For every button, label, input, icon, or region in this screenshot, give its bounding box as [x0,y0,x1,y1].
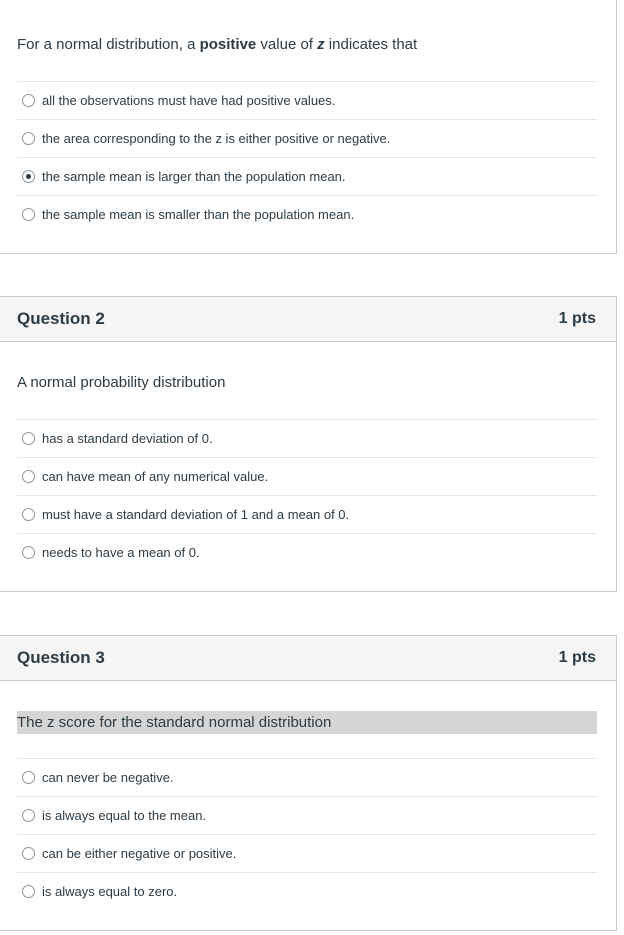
question-3-answers [17,758,597,910]
answer-option[interactable] [17,457,597,495]
answer-label: is always equal to the mean. [42,808,207,823]
answer-label: the sample mean is smaller than the population mean. [42,207,355,222]
answer-option[interactable] [17,81,597,119]
radio-button[interactable] [22,847,35,860]
question-3-card [0,635,617,931]
radio-button[interactable] [22,546,35,559]
question-3-header [0,636,616,681]
answer-label: the area corresponding to the z is either positive or negative. [42,131,391,146]
answer-option[interactable] [17,796,597,834]
answer-option[interactable] [17,419,597,457]
radio-button[interactable] [22,809,35,822]
question-points: 1 pts [558,649,596,666]
radio-button-selected[interactable] [22,170,35,183]
radio-button[interactable] [22,470,35,483]
answer-label: has a standard deviation of 0. [42,431,213,446]
question-1-prompt: For a normal distribution, a positive value of z indicates that [17,36,418,53]
answer-option[interactable] [17,834,597,872]
answer-option[interactable] [17,758,597,796]
answer-option-selected[interactable] [17,157,597,195]
answer-label: all the observations must have had positive values. [42,93,336,108]
answer-label: needs to have a mean of 0. [42,545,200,560]
answer-option[interactable] [17,195,597,233]
answer-option[interactable] [17,119,597,157]
radio-button[interactable] [22,208,35,221]
question-2-answers [17,419,597,571]
answer-option[interactable] [17,495,597,533]
answer-label: can have mean of any numerical value. [42,469,269,484]
radio-button[interactable] [22,432,35,445]
question-2-card [0,296,617,592]
radio-button[interactable] [22,771,35,784]
question-1-answers [17,81,597,233]
answer-option[interactable] [17,872,597,910]
answer-label: can be either negative or positive. [42,846,237,861]
question-1-card [0,0,617,254]
answer-label: the sample mean is larger than the population mean. [42,169,346,184]
answer-label: can never be negative. [42,770,174,785]
answer-label: is always equal to zero. [42,884,178,899]
question-title: Question 2 [17,309,105,328]
radio-button[interactable] [22,508,35,521]
answer-option[interactable] [17,533,597,571]
radio-button[interactable] [22,885,35,898]
answer-label: must have a standard deviation of 1 and a mean of 0. [42,507,350,522]
radio-button[interactable] [22,94,35,107]
question-3-prompt: The z score for the standard normal distribution [17,711,597,734]
question-2-prompt: A normal probability distribution [17,374,226,391]
question-title: Question 3 [17,648,105,667]
radio-button[interactable] [22,132,35,145]
question-2-header [0,297,616,342]
question-points: 1 pts [558,310,596,327]
